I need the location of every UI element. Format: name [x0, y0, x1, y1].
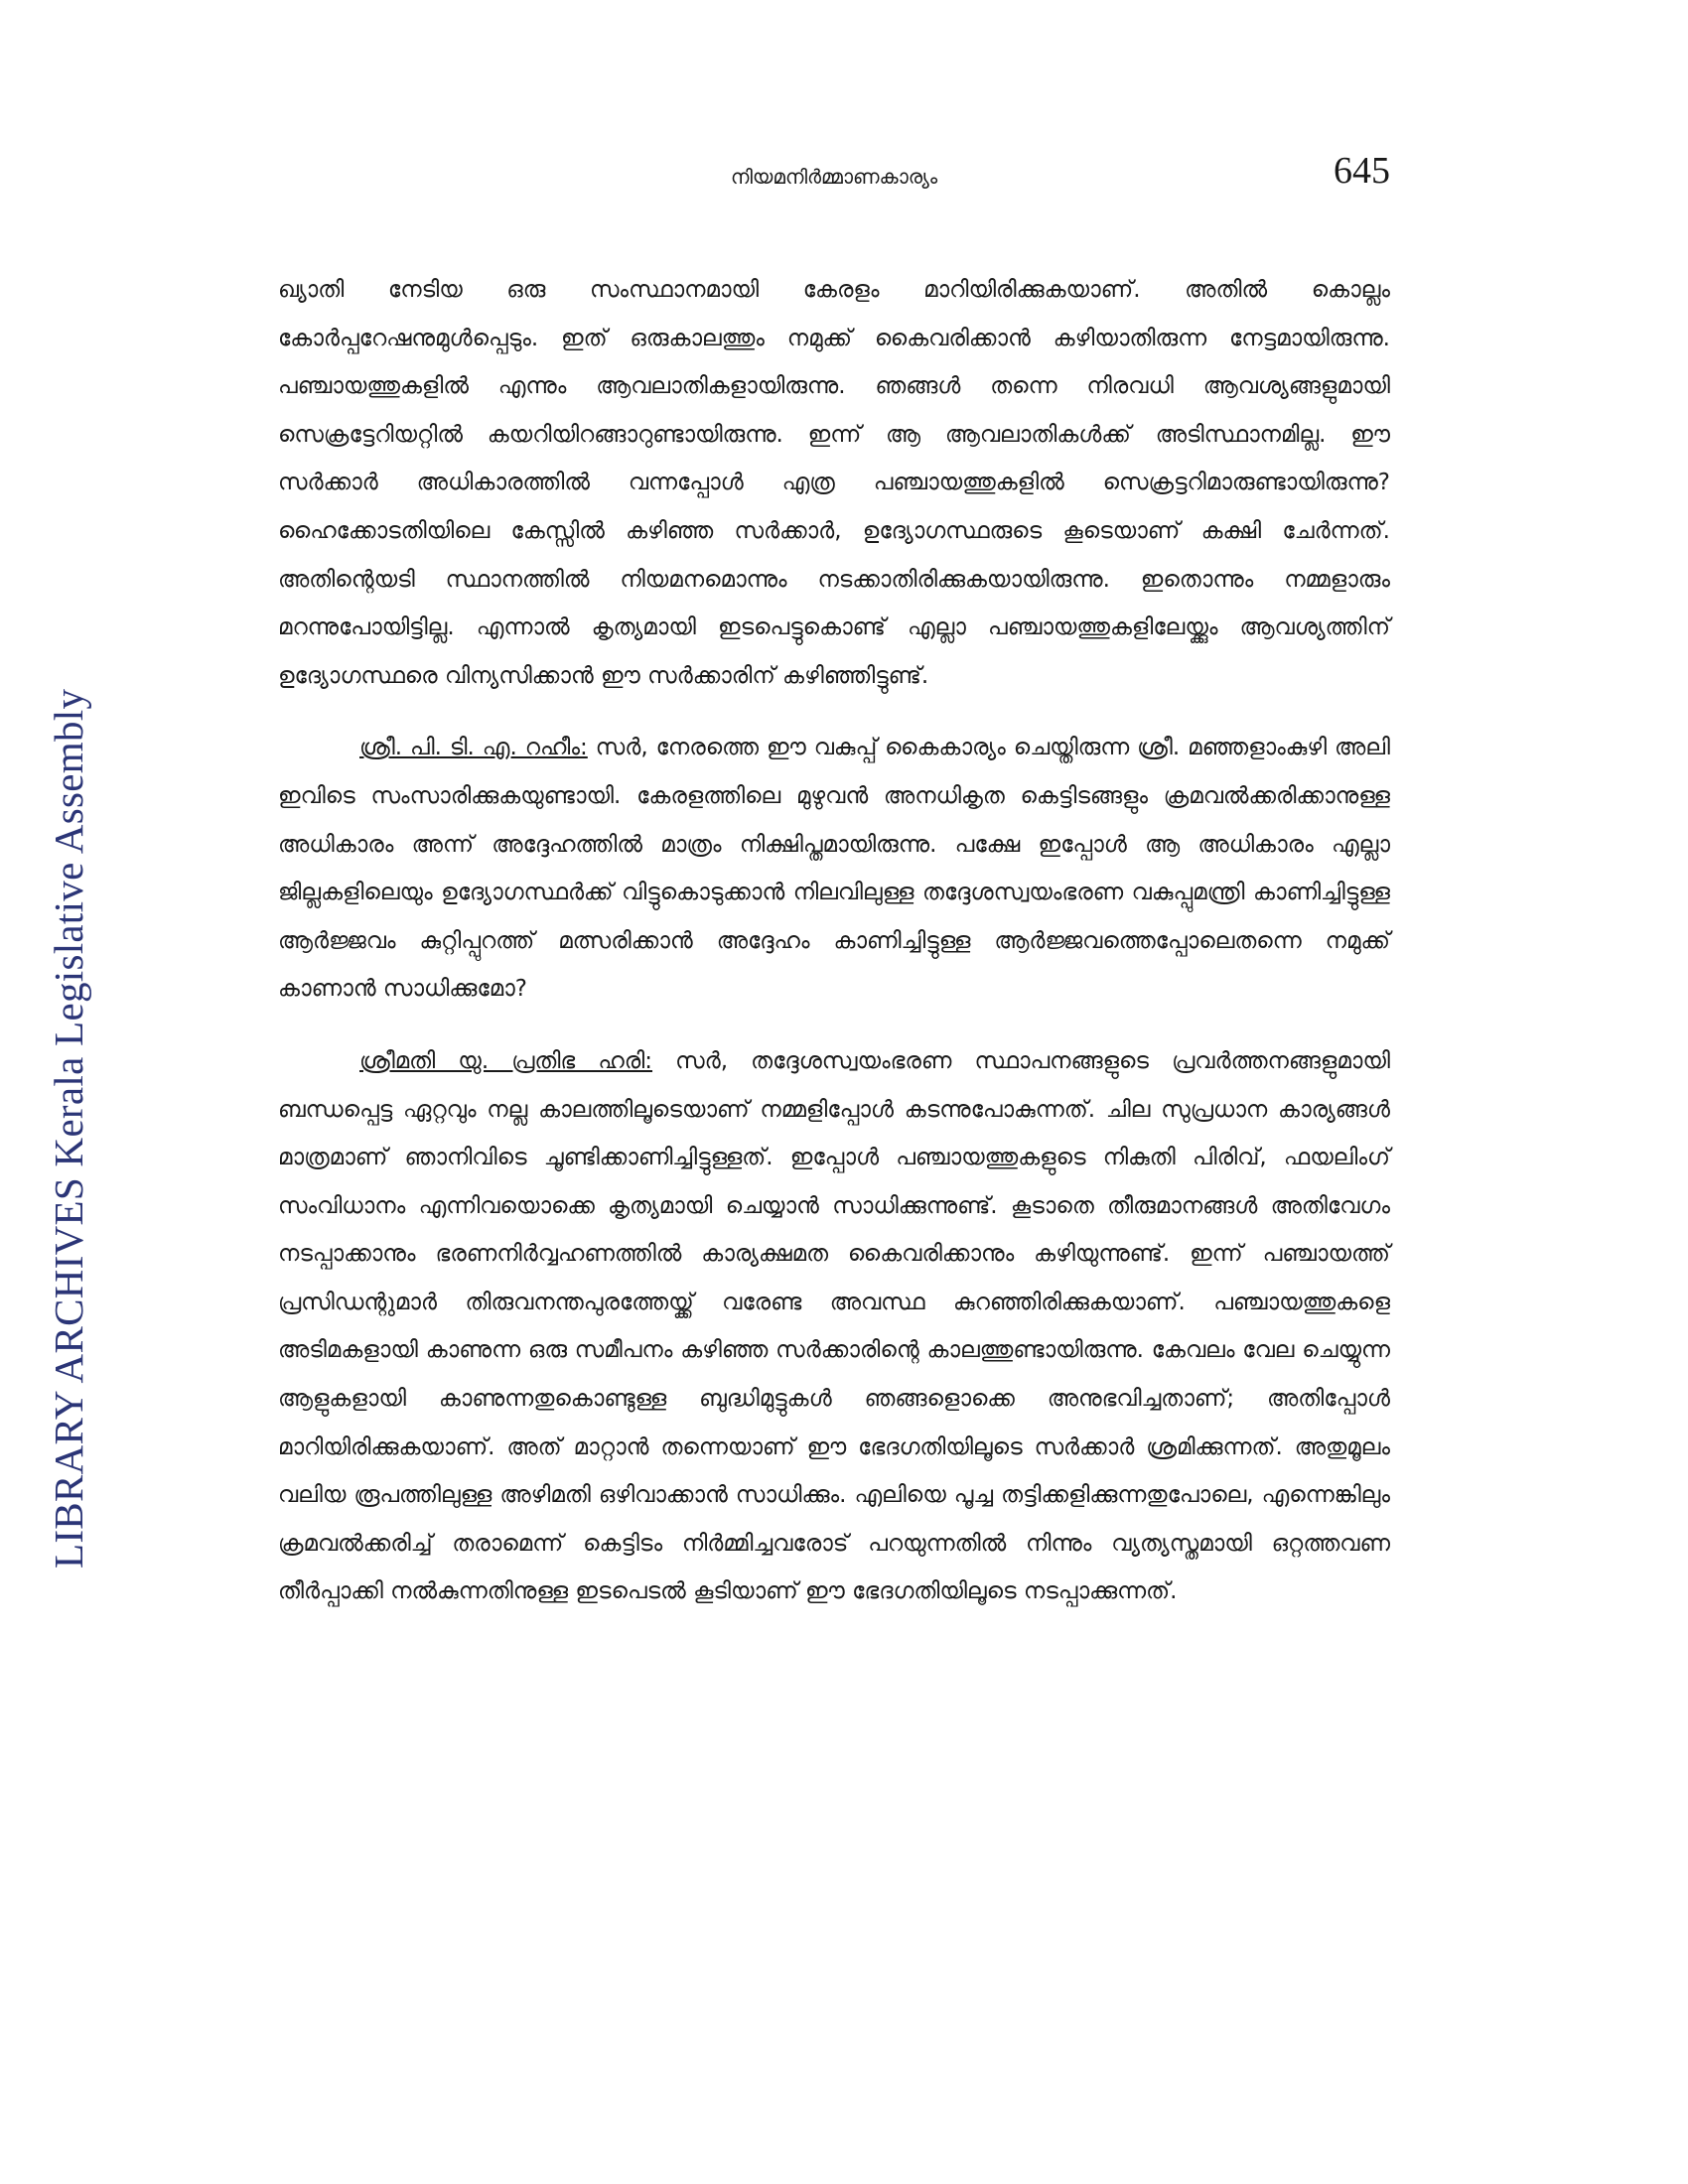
speaker-name: ശ്രീ. പി. ടി. എ. റഹീം:	[359, 735, 588, 761]
page-header	[278, 149, 1390, 208]
archive-watermark: LIBRARY ARCHIVES Kerala Legislative Assembly	[46, 688, 91, 1569]
paragraph-3	[278, 1037, 1390, 1616]
paragraph-1-text: ഖ്യാതി നേടിയ ഒരു സംസ്ഥാനമായി കേരളം മാറിയിരിക്കുകയാണ്. അതിൽ കൊല്ലം കോർപ്പറേഷനുമുൾപ്പെടും. ഇത് ഒരുകാലത്തും നമുക്ക് കൈവരിക്കാൻ കഴിയാതിരുന്ന നേട്ടമായിരുന്നു. പഞ്ചായത്തുകളിൽ എന്നും ആവലാതികളായിരുന്നു. ഞങ്ങൾ തന്നെ നിരവധി ആവശ്യങ്ങളുമായി സെക്രട്ടേറിയറ്റിൽ കയറിയിറങ്ങാറുണ്ടായിരുന്നു. ഇന്ന് ആ ആവലാതികൾക്ക് അടിസ്ഥാനമില്ല. ഈ സർക്കാർ അധികാരത്തിൽ വന്നപ്പോൾ എത്ര പഞ്ചായത്തുകളിൽ സെക്രട്ടറിമാരുണ്ടായിരുന്നു? ഹൈക്കോടതിയിലെ കേസ്സിൽ കഴിഞ്ഞ സർക്കാർ, ഉദ്യോഗസ്ഥരുടെ കൂടെയാണ് കക്ഷി ചേർന്നത്. അതിന്റെയടി സ്ഥാനത്തിൽ നിയമനമൊന്നും നടക്കാതിരിക്കുകയായിരുന്നു. ഇതൊന്നും നമ്മളാരും മറന്നുപോയിട്ടില്ല. എന്നാൽ കൃത്യമായി ഇടപെട്ടുകൊണ്ട് എല്ലാ പഞ്ചായത്തുകളിലേയ്ക്കും ആവശ്യത്തിന് ഉദ്യോഗസ്ഥരെ വിന്യസിക്കാൻ ഈ സർക്കാരിന് കഴിഞ്ഞിട്ടുണ്ട്.	[278, 277, 1390, 689]
paragraph-1	[278, 266, 1390, 700]
speaker-name: ശ്രീമതി യു. പ്രതിഭ ഹരി:	[359, 1047, 653, 1074]
page-number: 645	[1334, 150, 1390, 192]
document-body	[278, 266, 1390, 1616]
paragraph-2-text: സർ, നേരത്തെ ഈ വകുപ്പ് കൈകാര്യം ചെയ്തിരുന്ന ശ്രീ. മഞ്ഞളാംകുഴി അലി ഇവിടെ സംസാരിക്കുകയുണ്ടായി. കേരളത്തിലെ മുഴുവൻ അനധികൃത കെട്ടിടങ്ങളും ക്രമവൽക്കരിക്കാനുള്ള അധികാരം അന്ന് അദ്ദേഹത്തിൽ മാത്രം നിക്ഷിപ്തമായിരുന്നു. പക്ഷേ ഇപ്പോൾ ആ അധികാരം എല്ലാ ജില്ലകളിലെയും ഉദ്യോഗസ്ഥർക്ക് വിട്ടുകൊടുക്കാൻ നിലവിലുള്ള തദ്ദേശസ്വയംഭരണ വകുപ്പുമന്ത്രി കാണിച്ചിട്ടുള്ള ആർജ്ജവം കുറ്റിപ്പുറത്ത് മത്സരിക്കാൻ അദ്ദേഹം കാണിച്ചിട്ടുള്ള ആർജ്ജവത്തെപ്പോലെതന്നെ നമുക്ക് കാണാൻ സാധിക്കുമോ?	[278, 735, 1390, 1003]
running-title: നിയമനിർമ്മാണകാര്യം	[730, 165, 938, 189]
paragraph-2	[278, 724, 1390, 1014]
paragraph-3-text: സർ, തദ്ദേശസ്വയംഭരണ സ്ഥാപനങ്ങളുടെ പ്രവർത്തനങ്ങളുമായി ബന്ധപ്പെട്ട ഏറ്റവും നല്ല കാലത്തിലൂടെയാണ് നമ്മളിപ്പോൾ കടന്നുപോകുന്നത്. ചില സുപ്രധാന കാര്യങ്ങൾ മാത്രമാണ് ഞാനിവിടെ ചൂണ്ടിക്കാണിച്ചിട്ടുള്ളത്. ഇപ്പോൾ പഞ്ചായത്തുകളുടെ നികുതി പിരിവ്, ഫയലിംഗ് സംവിധാനം എന്നിവയൊക്കെ കൃത്യമായി ചെയ്യാൻ സാധിക്കുന്നുണ്ട്. കൂടാതെ തീരുമാനങ്ങൾ അതിവേഗം നടപ്പാക്കാനും ഭരണനിർവ്വഹണത്തിൽ കാര്യക്ഷമത കൈവരിക്കാനും കഴിയുന്നുണ്ട്. ഇന്ന് പഞ്ചായത്ത് പ്രസിഡന്റുമാർ തിരുവനന്തപുരത്തേയ്ക്ക് വരേണ്ട അവസ്ഥ കുറഞ്ഞിരിക്കുകയാണ്. പഞ്ചായത്തുകളെ അടിമകളായി കാണുന്ന ഒരു സമീപനം കഴിഞ്ഞ സർക്കാരിന്റെ കാലത്തുണ്ടായിരുന്നു. കേവലം വേല ചെയ്യുന്ന ആളുകളായി കാണുന്നതുകൊണ്ടുള്ള ബുദ്ധിമുട്ടുകൾ ഞങ്ങളൊക്കെ അനുഭവിച്ചതാണ്; അതിപ്പോൾ മാറിയിരിക്കുകയാണ്. അത് മാറ്റാൻ തന്നെയാണ് ഈ ഭേദഗതിയിലൂടെ സർക്കാർ ശ്രമിക്കുന്നത്. അതുമൂലം വലിയ രൂപത്തിലുള്ള അഴിമതി ഒഴിവാക്കാൻ സാധിക്കും. എലിയെ പൂച്ച തട്ടിക്കളിക്കുന്നതുപോലെ, എന്നെങ്കിലും ക്രമവൽക്കരിച്ച് തരാമെന്ന് കെട്ടിടം നിർമ്മിച്ചവരോട് പറയുന്നതിൽ നിന്നും വ്യത്യസ്തമായി ഒറ്റത്തവണ തീർപ്പാക്കി നൽകുന്നതിനുള്ള ഇടപെടൽ കൂടിയാണ് ഈ ഭേദഗതിയിലൂടെ നടപ്പാക്കുന്നത്.	[278, 1047, 1390, 1605]
